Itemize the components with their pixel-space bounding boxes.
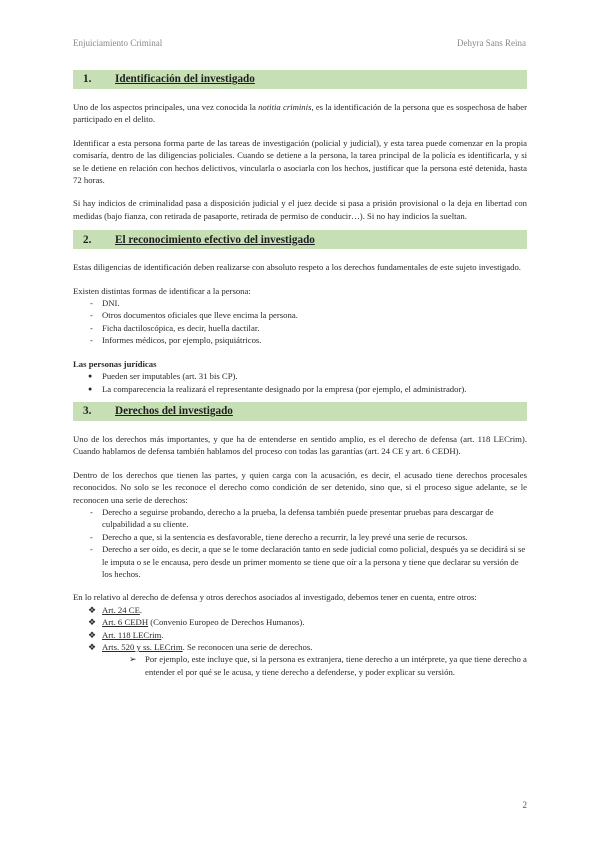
section-number: 3. (83, 405, 92, 418)
section-heading-1 (73, 70, 527, 89)
list-item: ❖ Art. 24 CE. (73, 604, 527, 616)
list-item: ● La comparecencia la realizará el representante designado por la empresa (por ejemplo, el administrador). (73, 383, 527, 395)
identification-list (73, 297, 527, 347)
paragraph: Uno de los derechos más importantes, y que ha de entenderse en sentido amplio, es el derecho de defensa (art. 118 LECrim). Cuando hablamos de defensa también hablamos del proceso con todas las garantías (art. 24 CE y art. 6 CEDH). (73, 433, 527, 457)
section-heading-3 (73, 402, 527, 421)
paragraph: Existen distintas formas de identificar a la persona: (73, 285, 251, 296)
page-number: 2 (522, 800, 527, 810)
page-content (73, 70, 527, 678)
list-item: - Informes médicos, por ejemplo, psiquiátricos. (73, 334, 527, 346)
list-item: - Otros documentos oficiales que lleve encima la persona. (73, 309, 527, 321)
list-item: - Derecho a seguirse probando, derecho a la prueba, la defensa también puede presentar pruebas para descargar de culpabilidad a su cliente. (73, 506, 527, 531)
header-author: Dehyra Sans Reina (457, 38, 526, 48)
section-number: 2. (83, 233, 92, 246)
paragraph: Identificar a esta persona forma parte de las tareas de investigación (policial y judicial), y esta tarea puede comenzar en la propia comisaría, dentro de las diligencias policiales. Cuando se detiene a la persona, la tarea principal de la policía es identificarla, y si se le detiene en relación con hechos delictivos, vincularla o asociarla con los hechos, justificar que la persona esté detenida, hasta 72 horas. (73, 137, 527, 186)
references-list (73, 604, 527, 654)
section-title: El reconocimiento efectivo del investigado (115, 233, 315, 246)
subheading: Las personas jurídicas (73, 358, 157, 369)
section-number: 1. (83, 73, 92, 86)
reference-link[interactable]: Arts. 520 y ss. LECrim (102, 642, 183, 652)
rights-list (73, 506, 527, 580)
paragraph: Dentro de los derechos que tienen las partes, y quien carga con la acusación, es decir, el acusado tiene derechos procesales reconocidos. No solo se les reconoce el derecho como condición de ser detenido, sino que, si el proceso sigue adelante, se le reconocen una serie de derechos: (73, 469, 527, 505)
reference-link[interactable]: Art. 118 LECrim (102, 629, 162, 640)
list-item: ❖ Arts. 520 y ss. LECrim. Se reconocen una serie de derechos. (73, 641, 527, 653)
section-title: Identificación del investigado (115, 73, 255, 86)
list-item: ❖ Art. 118 LECrim. (73, 629, 527, 641)
section-title: Derechos del investigado (115, 405, 233, 418)
paragraph: Uno de los aspectos principales, una vez conocida la notitia criminis, es la identificación de la persona que es sospechosa de haber participado en el delito. (73, 102, 527, 125)
list-item: ➢ Por ejemplo, este incluye que, si la persona es extranjera, tiene derecho a un intérprete, ya que tiene derecho a entender el por qué se le acusa, y tiene derecho a defenderse, y poder explicar su versión. (73, 653, 527, 678)
list-item: ❖ Art. 6 CEDH (Convenio Europeo de Derechos Humanos). (73, 616, 527, 628)
section-heading-2 (73, 230, 527, 249)
reference-link[interactable]: Art. 24 CE (102, 604, 140, 615)
sub-list (73, 653, 527, 678)
list-item: - DNI. (73, 297, 527, 309)
list-item: ● Pueden ser imputables (art. 31 bis CP). (73, 370, 527, 382)
list-item: - Derecho a que, si la sentencia es desfavorable, tiene derecho a recurrir, la ley prevé una serie de recursos. (73, 531, 527, 543)
paragraph: En lo relativo al derecho de defensa y otros derechos asociados al investigado, debemos tener en cuenta, entre otros: (73, 592, 477, 603)
paragraph: Estas diligencias de identificación deben realizarse con absoluto respeto a los derechos fundamentales de este sujeto investigado. (73, 262, 521, 273)
list-item: - Ficha dactiloscópica, es decir, huella dactilar. (73, 322, 527, 334)
juridicas-list (73, 370, 527, 395)
reference-link[interactable]: Art. 6 CEDH (102, 617, 149, 628)
header-course: Enjuiciamiento Criminal (73, 38, 163, 48)
list-item: - Derecho a ser oído, es decir, a que se le tome declaración tanto en sede judicial como policial, después ya se decidirá si se le imputa o se le encausa, pero desde un primer momento se tiene que oír a la persona y tiene que declarar su versión de los hechos. (73, 543, 527, 580)
paragraph: Si hay indicios de criminalidad pasa a disposición judicial y el juez decide si pasa a prisión provisional o la deja en libertad con medidas (bajo fianza, con retirada de pasaporte, retirada de permiso de conducir…). Si no hay indicios la sueltan. (73, 198, 527, 221)
